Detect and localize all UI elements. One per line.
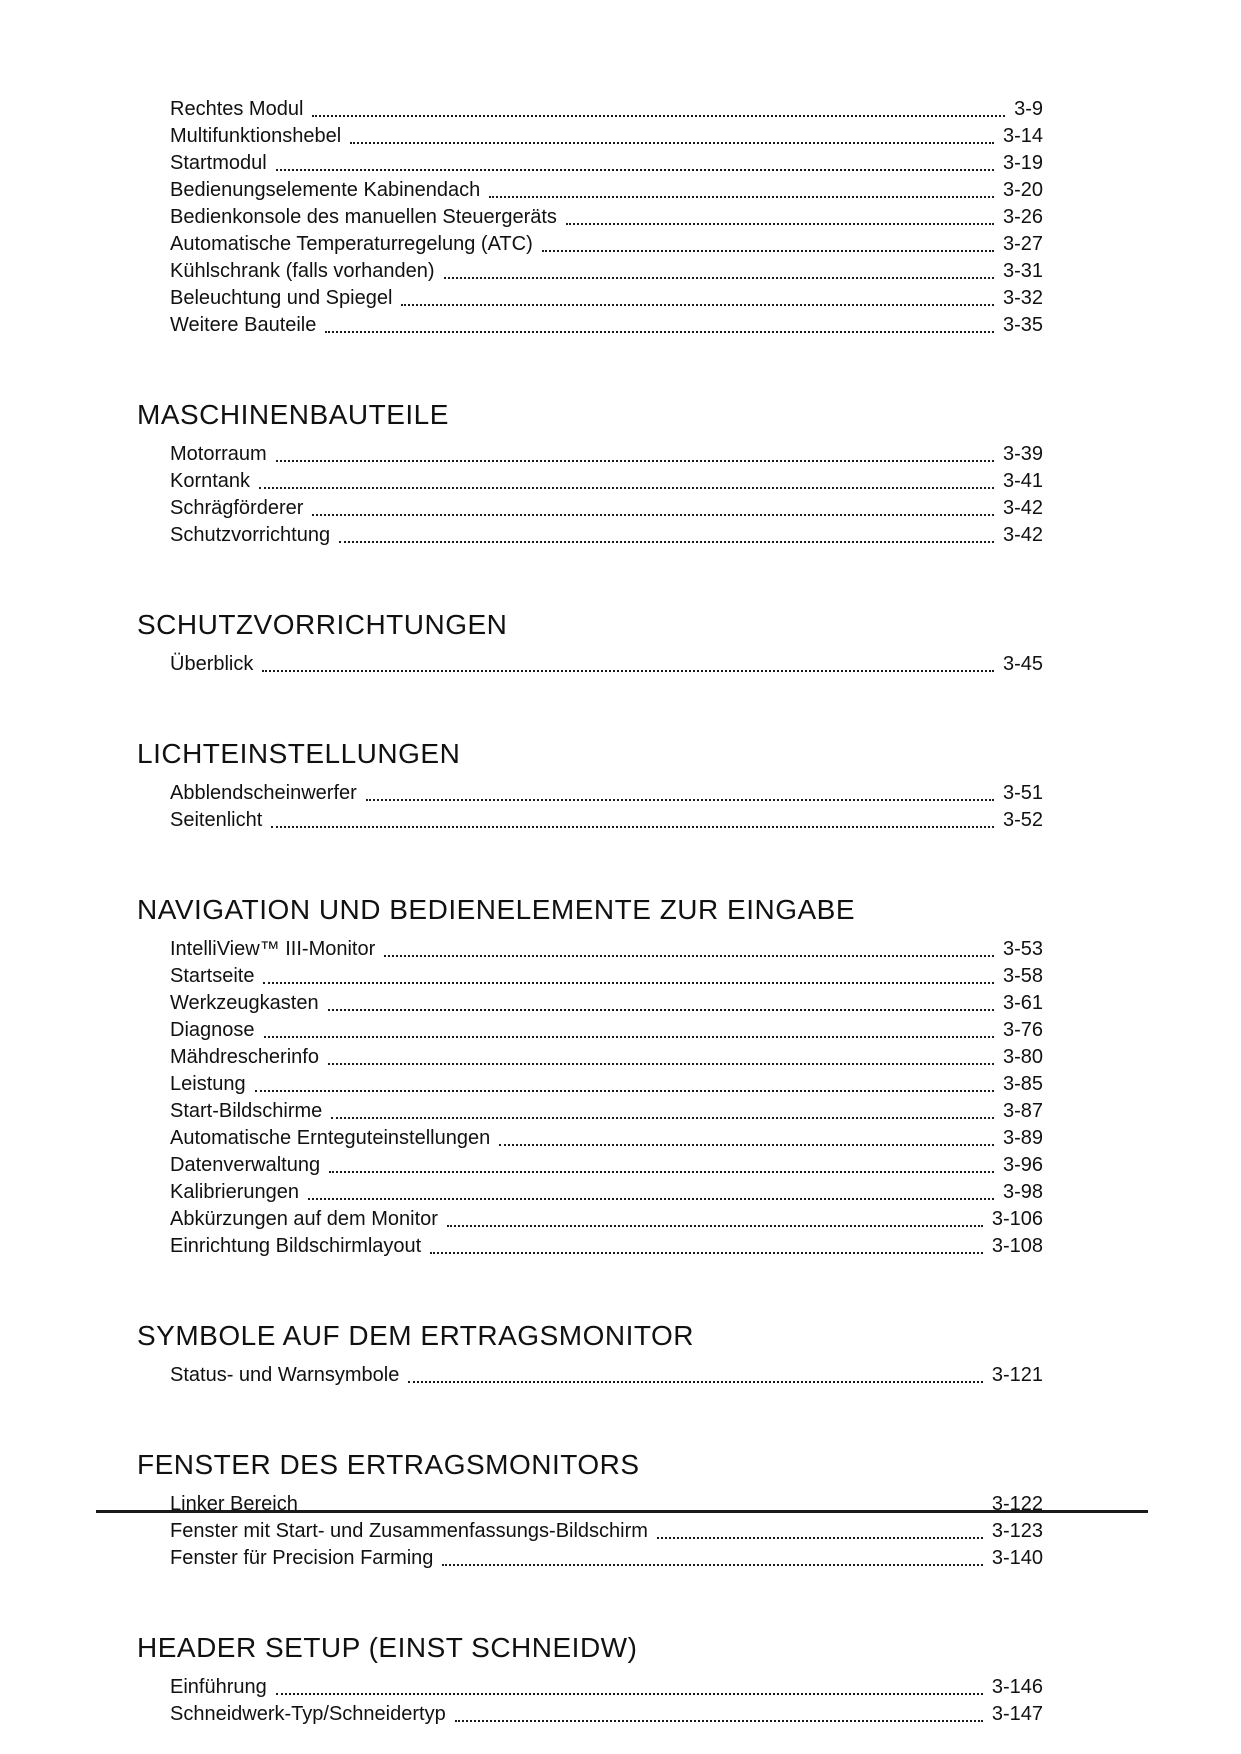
toc-entry-page: 3-108 — [991, 1235, 1043, 1257]
toc-entry-label: Diagnose — [170, 1019, 255, 1041]
toc-entry-page: 3-53 — [1002, 938, 1043, 960]
toc-entry-page: 3-147 — [991, 1703, 1043, 1725]
toc-entry-page: 3-89 — [1002, 1127, 1043, 1149]
dot-leader — [312, 513, 994, 516]
toc-entry-page: 3-96 — [1002, 1154, 1043, 1176]
toc-entry[interactable] — [137, 1152, 1043, 1179]
toc-entry-page: 3-87 — [1002, 1100, 1043, 1122]
toc-entry[interactable] — [137, 96, 1043, 123]
dot-leader — [263, 981, 993, 984]
toc-entry-label: Startmodul — [170, 152, 267, 174]
toc-section — [137, 96, 1043, 339]
toc-entry[interactable] — [137, 285, 1043, 312]
footer-divider — [96, 1510, 1148, 1513]
dot-leader — [312, 114, 1005, 117]
section-title: HEADER SETUP (EINST SCHNEIDW) — [137, 1632, 638, 1663]
toc-entry-label: Multifunktionshebel — [170, 125, 342, 147]
dot-leader — [331, 1116, 994, 1119]
toc-section — [137, 607, 1043, 678]
section-title: NAVIGATION UND BEDIENELEMENTE ZUR EINGABE — [137, 894, 856, 925]
toc-entry-page: 3-26 — [1002, 206, 1043, 228]
dot-leader — [366, 798, 994, 801]
dot-leader — [264, 1035, 994, 1038]
toc-section — [137, 397, 1043, 549]
toc-entry[interactable] — [137, 468, 1043, 495]
toc-entry-label: Seitenlicht — [170, 809, 263, 831]
toc-entry-page: 3-31 — [1002, 260, 1043, 282]
toc-entry-label: Kalibrierungen — [170, 1181, 299, 1203]
toc-entry-label: Fenster für Precision Farming — [170, 1547, 434, 1569]
dot-leader — [328, 1008, 994, 1011]
dot-leader — [566, 222, 994, 225]
toc-entry-page: 3-27 — [1002, 233, 1043, 255]
toc-entry-page: 3-14 — [1002, 125, 1043, 147]
dot-leader — [255, 1089, 994, 1092]
section-title: SYMBOLE AUF DEM ERTRAGSMONITOR — [137, 1320, 694, 1351]
toc-entry-page: 3-52 — [1002, 809, 1043, 831]
toc-entry[interactable] — [137, 495, 1043, 522]
toc-entry-page: 3-61 — [1002, 992, 1043, 1014]
toc-entry-label: Schneidwerk-Typ/Schneidertyp — [170, 1703, 446, 1725]
toc-entry-page: 3-9 — [1014, 98, 1043, 120]
dot-leader — [542, 249, 994, 252]
toc-entry-label: Automatische Ernteguteinstellungen — [170, 1127, 491, 1149]
toc-entry-page: 3-85 — [1002, 1073, 1043, 1095]
toc — [137, 96, 1043, 1728]
dot-leader — [401, 303, 994, 306]
dot-leader — [271, 825, 994, 828]
toc-entry-page: 3-123 — [991, 1520, 1043, 1542]
dot-leader — [489, 195, 994, 198]
section-title: FENSTER DES ERTRAGSMONITORS — [137, 1449, 640, 1480]
toc-entry-page: 3-42 — [1002, 497, 1043, 519]
dot-leader — [350, 141, 994, 144]
toc-entry-page: 3-19 — [1002, 152, 1043, 174]
toc-entry-label: Automatische Temperaturregelung (ATC) — [170, 233, 533, 255]
toc-entry-page: 3-140 — [991, 1547, 1043, 1569]
toc-entry-label: Motorraum — [170, 443, 267, 465]
toc-entry-label: Einführung — [170, 1676, 267, 1698]
toc-entry-page: 3-32 — [1002, 287, 1043, 309]
toc-entry-label: Schrägförderer — [170, 497, 304, 519]
toc-entry-page: 3-106 — [991, 1208, 1043, 1230]
toc-entry-label: Rechtes Modul — [170, 98, 304, 120]
toc-entry-label: Schutzvorrichtung — [170, 524, 331, 546]
dot-leader — [384, 954, 994, 957]
toc-entry-page: 3-41 — [1002, 470, 1043, 492]
dot-leader — [442, 1563, 982, 1566]
toc-entry[interactable] — [137, 1545, 1043, 1572]
toc-entry-page: 3-51 — [1002, 782, 1043, 804]
dot-leader — [259, 486, 994, 489]
toc-entry-label: Status- und Warnsymbole — [170, 1364, 400, 1386]
section-title: SCHUTZVORRICHTUNGEN — [137, 609, 508, 640]
toc-entry-page: 3-42 — [1002, 524, 1043, 546]
toc-entry[interactable] — [137, 177, 1043, 204]
toc-entry[interactable] — [137, 441, 1043, 468]
toc-entry-label: Start-Bildschirme — [170, 1100, 323, 1122]
toc-entry-label: Abblendscheinwerfer — [170, 782, 357, 804]
toc-entry[interactable] — [137, 1233, 1043, 1260]
toc-entry-page: 3-121 — [991, 1364, 1043, 1386]
toc-entry-page: 3-80 — [1002, 1046, 1043, 1068]
toc-entry[interactable] — [137, 1044, 1043, 1071]
toc-entry[interactable] — [137, 1206, 1043, 1233]
toc-entry-label: Kühlschrank (falls vorhanden) — [170, 260, 435, 282]
toc-entry-page: 3-58 — [1002, 965, 1043, 987]
dot-leader — [276, 168, 994, 171]
toc-entry-page: 3-39 — [1002, 443, 1043, 465]
toc-entry[interactable] — [137, 651, 1043, 678]
toc-page — [137, 0, 1043, 1728]
dot-leader — [430, 1251, 983, 1254]
toc-entry-label: Überblick — [170, 653, 254, 675]
toc-entry-label: Leistung — [170, 1073, 246, 1095]
toc-entry-label: Einrichtung Bildschirmlayout — [170, 1235, 422, 1257]
dot-leader — [276, 459, 994, 462]
dot-leader — [325, 330, 994, 333]
toc-entry-label: IntelliView™ III-Monitor — [170, 938, 376, 960]
toc-entry[interactable] — [137, 231, 1043, 258]
toc-entry-page: 3-20 — [1002, 179, 1043, 201]
toc-entry-label: Mähdrescherinfo — [170, 1046, 319, 1068]
toc-section — [137, 736, 1043, 834]
toc-entry[interactable] — [137, 1491, 1043, 1518]
toc-entry-page: 3-146 — [991, 1676, 1043, 1698]
toc-entry-label: Korntank — [170, 470, 251, 492]
section-title: MASCHINENBAUTEILE — [137, 399, 449, 430]
toc-entry[interactable] — [137, 1179, 1043, 1206]
toc-entry[interactable] — [137, 1017, 1043, 1044]
toc-entry[interactable] — [137, 312, 1043, 339]
toc-entry[interactable] — [137, 963, 1043, 990]
toc-entry-page: 3-35 — [1002, 314, 1043, 336]
toc-entry[interactable] — [137, 1098, 1043, 1125]
toc-section — [137, 892, 1043, 1260]
toc-entry[interactable] — [137, 1071, 1043, 1098]
dot-leader — [499, 1143, 994, 1146]
toc-entry-label: Abkürzungen auf dem Monitor — [170, 1208, 438, 1230]
toc-entry[interactable] — [137, 150, 1043, 177]
toc-entry-label: Datenverwaltung — [170, 1154, 321, 1176]
toc-entry[interactable] — [137, 990, 1043, 1017]
toc-entry-label: Werkzeugkasten — [170, 992, 319, 1014]
dot-leader — [447, 1224, 983, 1227]
toc-entry[interactable] — [137, 1362, 1043, 1389]
section-title: LICHTEINSTELLUNGEN — [137, 738, 461, 769]
toc-entry[interactable] — [137, 936, 1043, 963]
dot-leader — [328, 1062, 994, 1065]
toc-entry[interactable] — [137, 780, 1043, 807]
dot-leader — [444, 276, 994, 279]
toc-entry-page: 3-98 — [1002, 1181, 1043, 1203]
dot-leader — [657, 1536, 983, 1539]
dot-leader — [408, 1380, 982, 1383]
toc-entry-page: 3-45 — [1002, 653, 1043, 675]
toc-entry[interactable] — [137, 1125, 1043, 1152]
toc-entry[interactable] — [137, 1701, 1043, 1728]
toc-entry[interactable] — [137, 204, 1043, 231]
toc-entry[interactable] — [137, 123, 1043, 150]
toc-entry-label: Bedienungselemente Kabinendach — [170, 179, 481, 201]
toc-entry[interactable] — [137, 1518, 1043, 1545]
toc-entry-label: Linker Bereich — [170, 1493, 298, 1515]
toc-entry[interactable] — [137, 807, 1043, 834]
toc-entry[interactable] — [137, 522, 1043, 549]
toc-entry[interactable] — [137, 258, 1043, 285]
dot-leader — [329, 1170, 994, 1173]
toc-section — [137, 1630, 1043, 1728]
toc-section — [137, 1318, 1043, 1389]
toc-entry-label: Startseite — [170, 965, 255, 987]
toc-entry[interactable] — [137, 1674, 1043, 1701]
toc-entry-label: Beleuchtung und Spiegel — [170, 287, 393, 309]
dot-leader — [276, 1692, 983, 1695]
dot-leader — [262, 669, 994, 672]
toc-entry-label: Fenster mit Start- und Zusammenfassungs-Bildschirm — [170, 1520, 648, 1542]
dot-leader — [308, 1197, 994, 1200]
toc-entry-page: 3-76 — [1002, 1019, 1043, 1041]
dot-leader — [339, 540, 994, 543]
toc-entry-label: Bedienkonsole des manuellen Steuergeräts — [170, 206, 557, 228]
toc-entry-label: Weitere Bauteile — [170, 314, 317, 336]
toc-entry-page: 3-122 — [991, 1493, 1043, 1515]
dot-leader — [455, 1719, 983, 1722]
